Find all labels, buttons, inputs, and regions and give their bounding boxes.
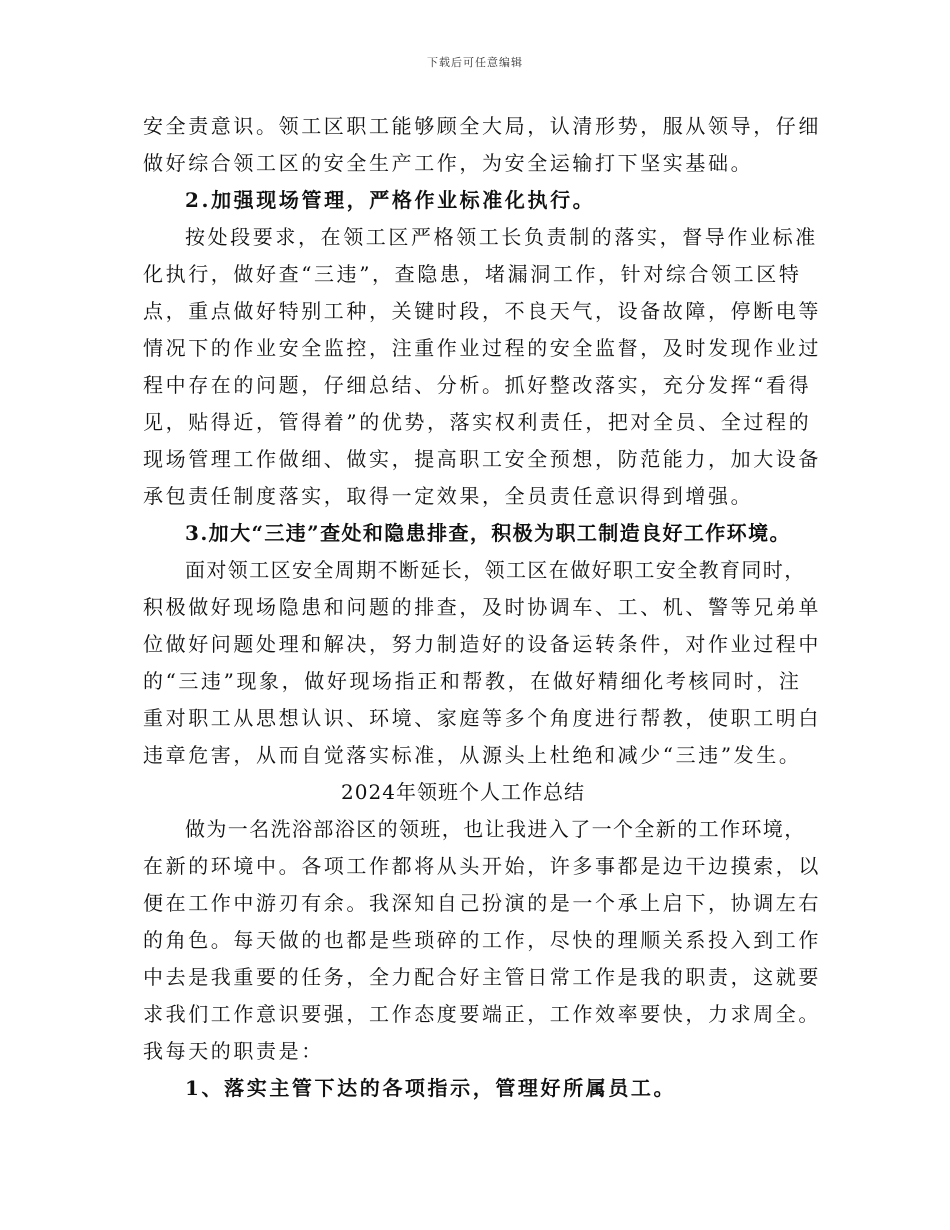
body-line: 见，贴得近，管得着”的优势，落实权利责任，把对全员、全过程的 xyxy=(143,410,812,434)
paragraph-first-line: 做为一名洗浴部浴区的领班，也让我进入了一个全新的工作环境， xyxy=(185,817,806,841)
body-line: 求我们工作意识要强，工作态度要端正，工作效率要快，力求周全。 xyxy=(143,1002,821,1026)
body-line: 积极做好现场隐患和问题的排查，及时协调车、工、机、警等兄弟单 xyxy=(143,595,821,619)
paragraph-first-line: 面对领工区安全周期不断延长，领工区在做好职工安全教育同时， xyxy=(185,558,806,582)
body-line: 重对职工从思想认识、环境、家庭等多个角度进行帮教，使职工明白 xyxy=(143,706,821,730)
body-line: 中去是我重要的任务，全力配合好主管日常工作是我的职责，这就要 xyxy=(143,965,821,989)
document-title: 2024年领班个人工作总结 xyxy=(341,780,585,804)
page-header: 下载后可任意编辑 xyxy=(427,56,523,69)
body-line: 的“三违”现象，做好现场指正和帮教，在做好精细化考核同时，注 xyxy=(143,669,802,693)
body-line: 点，重点做好特别工种，关键时段，不良天气，设备故障，停断电等 xyxy=(143,299,821,323)
body-line: 程中存在的问题，仔细总结、分析。抓好整改落实，充分发挥“看得 xyxy=(143,373,812,397)
section-heading: 2.加强现场管理，严格作业标准化执行。 xyxy=(185,188,596,212)
paragraph-first-line: 按处段要求，在领工区严格领工长负责制的落实，督导作业标准 xyxy=(185,225,818,249)
body-line: 位做好问题处理和解决，努力制造好的设备运转条件，对作业过程中 xyxy=(143,632,821,656)
body-line: 现场管理工作做细、做实，提高职工安全预想，防范能力，加大设备 xyxy=(143,447,821,471)
body-line: 的角色。每天做的也都是些琐碎的工作，尽快的理顺关系投入到工作 xyxy=(143,928,821,952)
body-line: 安全责意识。领工区职工能够顾全大局，认清形势，服从领导，仔细 xyxy=(143,114,821,138)
body-line: 情况下的作业安全监控，注重作业过程的安全监督，及时发现作业过 xyxy=(143,336,821,360)
body-line: 化执行，做好查“三违”，查隐患，堵漏洞工作，针对综合领工区特 xyxy=(143,262,802,286)
body-line: 在新的环境中。各项工作都将从头开始，许多事都是边干边摸索，以 xyxy=(143,854,821,878)
body-line: 承包责任制度落实，取得一定效果，全员责任意识得到增强。 xyxy=(143,484,754,508)
document-body xyxy=(143,108,823,1107)
body-line: 便在工作中游刃有余。我深知自己扮演的是一个承上启下，协调左右 xyxy=(143,891,821,915)
list-item-heading: 1、落实主管下达的各项指示，管理好所属员工。 xyxy=(185,1076,677,1100)
body-line: 违章危害，从而自觉落实标准，从源头上杜绝和减少“三违”发生。 xyxy=(143,743,802,767)
section-heading: 3.加大“三违”查处和隐患排查，积极为职工制造良好工作环境。 xyxy=(185,521,791,545)
body-line: 做好综合领工区的安全生产工作，为安全运输打下坚实基础。 xyxy=(143,151,754,175)
body-line: 我每天的职责是： xyxy=(143,1039,324,1063)
